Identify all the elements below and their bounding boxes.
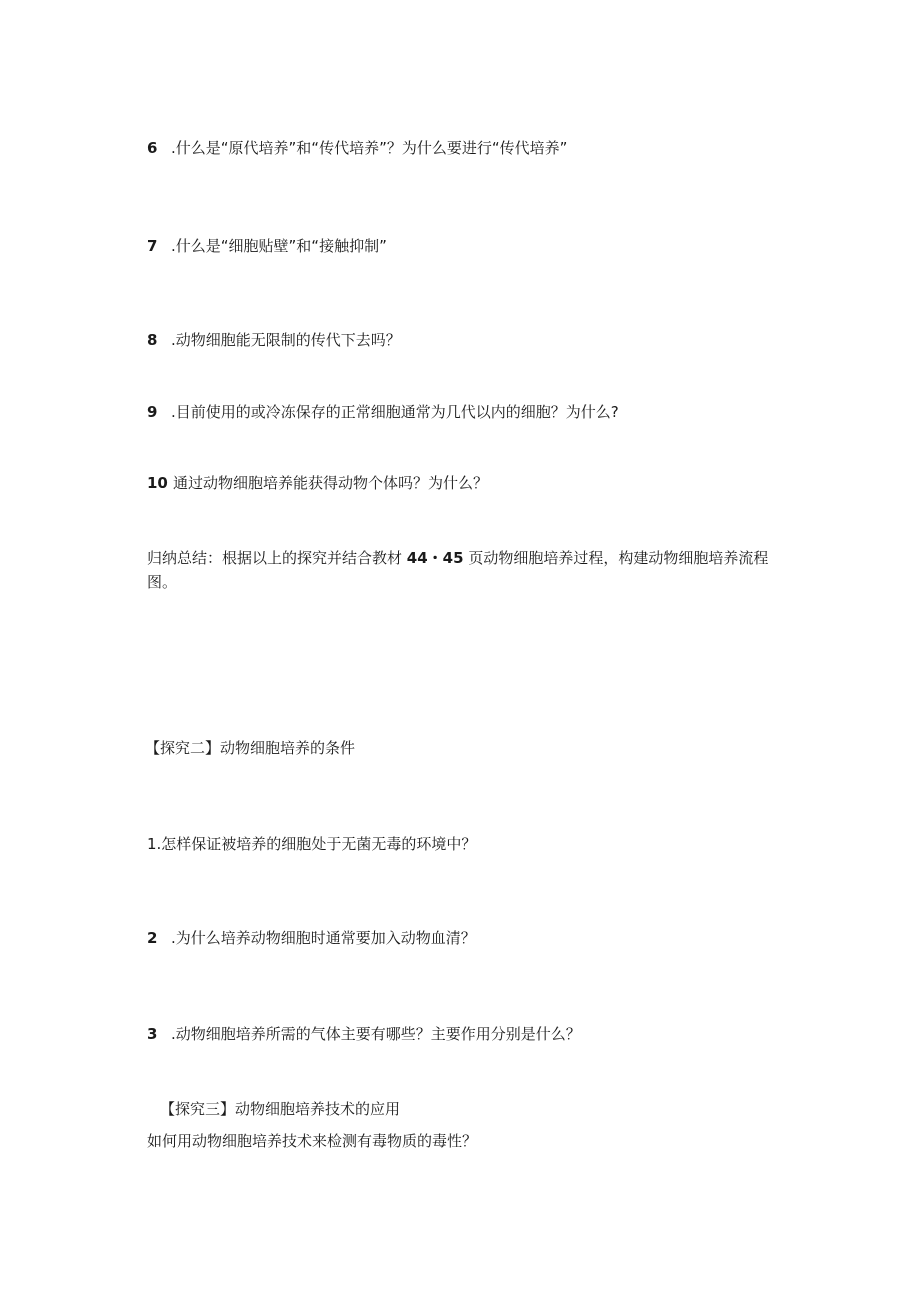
question-text: 1.怎样保证被培养的细胞处于无菌无毒的环境中？ [147, 835, 477, 853]
question-6 [147, 138, 567, 158]
question-text: .目前使用的或冷冻保存的正常细胞通常为几代以内的细胞？为什么? [171, 403, 619, 421]
question-text: 如何用动物细胞培养技术来检测有毒物质的毒性？ [147, 1132, 478, 1150]
section-3-heading [160, 1099, 400, 1119]
summary-prefix: 归纳总结：根据以上的探究并结合教材 [147, 549, 403, 567]
question-number: 10 [147, 474, 168, 492]
question-number: 7 [147, 237, 158, 255]
question-number: 6 [147, 139, 158, 157]
summary-suffix: 页动物细胞培养过程，构建动物细胞培养流程图。 [147, 549, 769, 591]
section-2-heading-text: 【探究二】动物细胞培养的条件 [145, 739, 356, 757]
section-2-question-1 [147, 834, 476, 854]
section-2-question-2 [147, 928, 476, 948]
question-text: 通过动物细胞培养能获得动物个体吗？为什么？ [173, 474, 489, 492]
question-text: .为什么培养动物细胞时通常要加入动物血清？ [171, 929, 476, 947]
question-number: 3 [147, 1025, 158, 1043]
question-7 [147, 236, 387, 256]
summary-pages: 44・45 [406, 549, 464, 567]
question-text: .动物细胞培养所需的气体主要有哪些？主要作用分别是什么？ [171, 1025, 581, 1043]
section-2-heading [145, 738, 355, 758]
question-number: 2 [147, 929, 158, 947]
question-10 [147, 473, 488, 493]
question-text: .什么是“原代培养”和“传代培养”？为什么要进行“传代培养” [171, 139, 568, 157]
question-number: 8 [147, 331, 158, 349]
question-9 [147, 402, 619, 422]
question-8 [147, 330, 401, 350]
question-text: .什么是“细胞贴壁”和“接触抑制” [171, 237, 387, 255]
question-text: .动物细胞能无限制的传代下去吗？ [171, 331, 401, 349]
section-3-heading-text: 【探究三】动物细胞培养技术的应用 [160, 1100, 401, 1118]
question-number: 9 [147, 403, 158, 421]
section-3-question [147, 1131, 477, 1151]
section-2-question-3 [147, 1024, 581, 1044]
summary-paragraph [147, 546, 777, 594]
